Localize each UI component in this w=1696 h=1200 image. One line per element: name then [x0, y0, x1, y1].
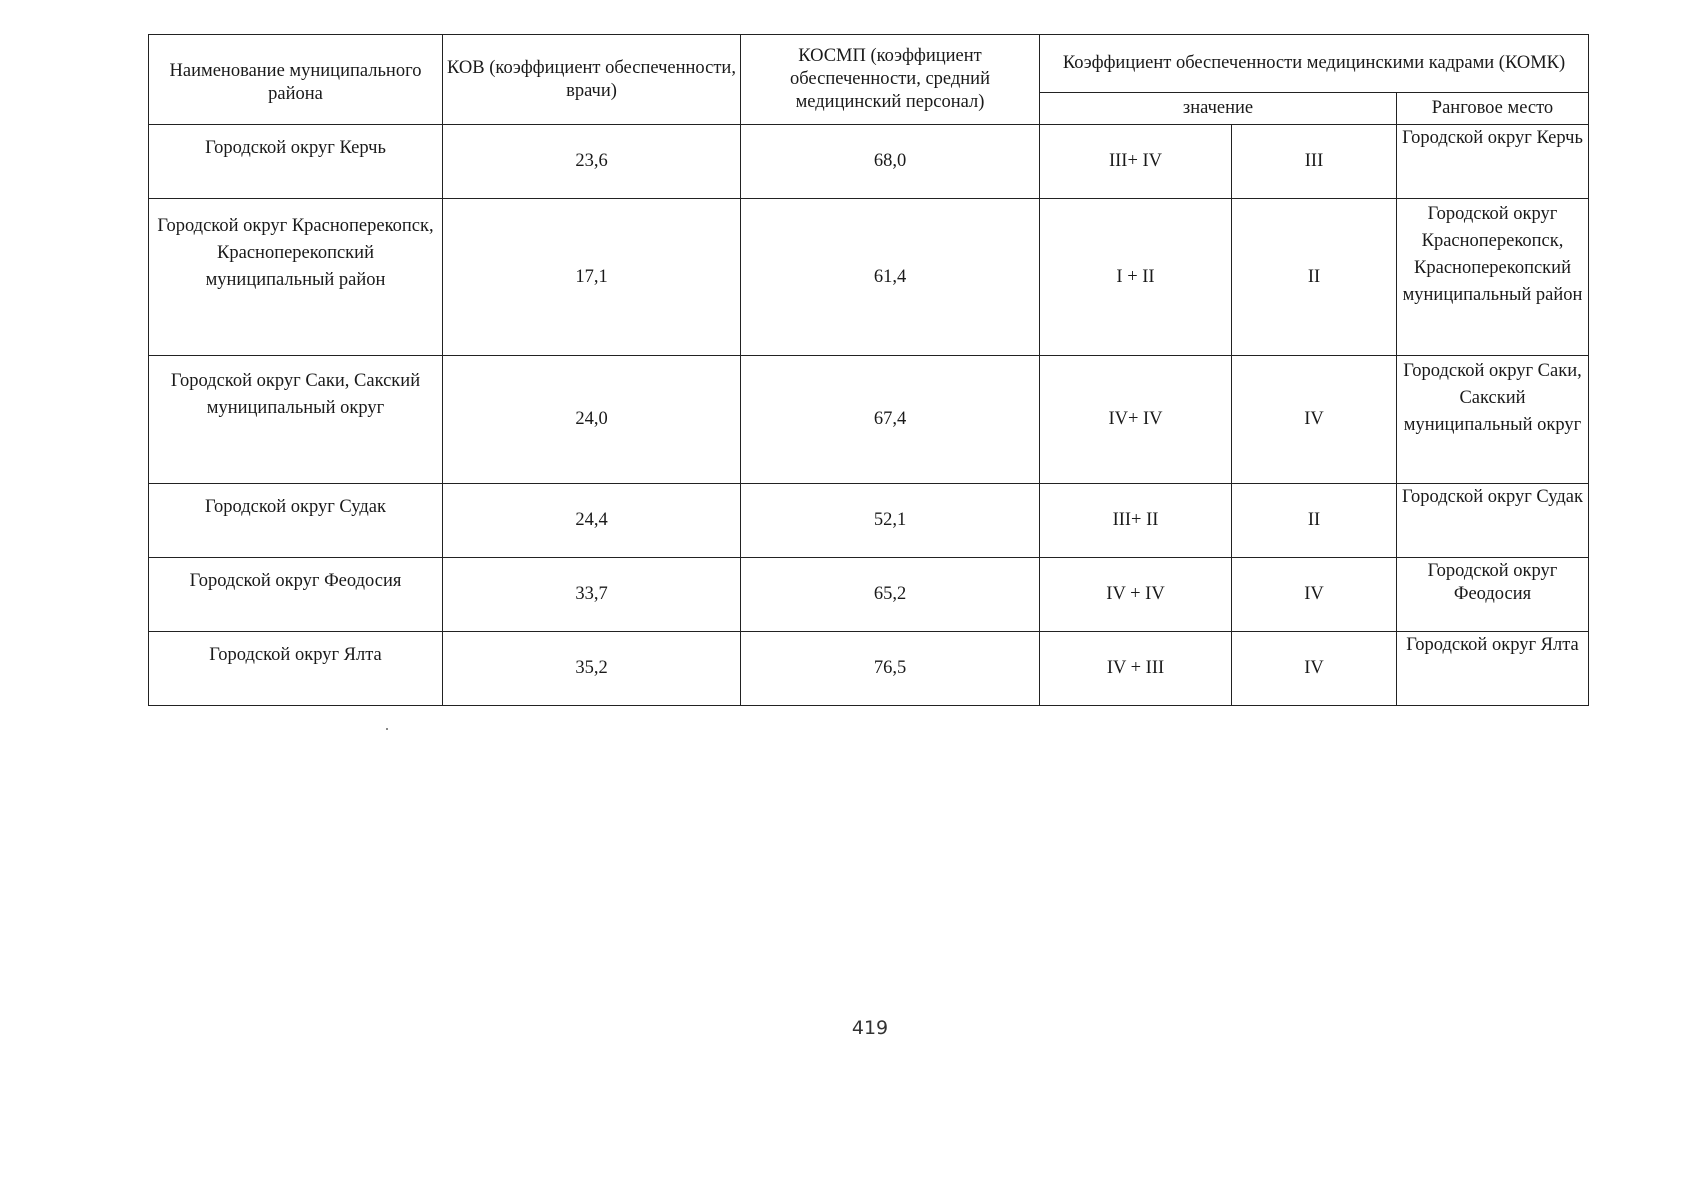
kov-value: 24,0	[443, 356, 741, 484]
komk-result: III	[1232, 125, 1397, 199]
kov-value: 24,4	[443, 484, 741, 558]
komk-combo: III+ IV	[1040, 125, 1232, 199]
kosmp-value: 76,5	[741, 632, 1040, 706]
kosmp-value: 52,1	[741, 484, 1040, 558]
komk-combo: IV + IV	[1040, 558, 1232, 632]
kosmp-value: 61,4	[741, 199, 1040, 356]
kosmp-value: 67,4	[741, 356, 1040, 484]
komk-result: II	[1232, 199, 1397, 356]
municipality-name: Городской округ Саки, Сакский муниципальный округ	[149, 356, 443, 484]
header-komk: Коэффициент обеспеченности медицинскими кадрами (КОМК)	[1040, 35, 1589, 93]
header-kov: КОВ (коэффициент обеспеченности, врачи)	[443, 35, 741, 125]
komk-combo: III+ II	[1040, 484, 1232, 558]
komk-combo: I + II	[1040, 199, 1232, 356]
municipality-name: Городской округ Феодосия	[149, 558, 443, 632]
header-kosmp: КОСМП (коэффициент обеспеченности, средний медицинский персонал)	[741, 35, 1040, 125]
scan-speck	[386, 728, 388, 730]
komk-result: II	[1232, 484, 1397, 558]
table-row	[149, 632, 1589, 706]
table-row	[149, 484, 1589, 558]
municipality-name: Городской округ Ялта	[149, 632, 443, 706]
table-row	[149, 125, 1589, 199]
municipality-name: Городской округ Судак	[149, 484, 443, 558]
komk-combo: IV + III	[1040, 632, 1232, 706]
header-rank: Ранговое место	[1397, 93, 1589, 125]
komk-result: IV	[1232, 558, 1397, 632]
municipality-name: Городской округ Красноперекопск, Красноперекопский муниципальный район	[149, 199, 443, 356]
rank-place: Городской округ Феодосия	[1397, 558, 1589, 632]
kov-value: 17,1	[443, 199, 741, 356]
komk-result: IV	[1232, 356, 1397, 484]
kov-value: 23,6	[443, 125, 741, 199]
kov-value: 35,2	[443, 632, 741, 706]
header-name: Наименование муниципального района	[149, 35, 443, 125]
komk-combo: IV+ IV	[1040, 356, 1232, 484]
table-row	[149, 558, 1589, 632]
rank-place: Городской округ Керчь	[1397, 125, 1589, 199]
kov-value: 33,7	[443, 558, 741, 632]
rank-place: Городской округ Судак	[1397, 484, 1589, 558]
kosmp-value: 65,2	[741, 558, 1040, 632]
rank-place: Городской округ Саки, Сакский муниципальный округ	[1397, 356, 1589, 484]
komk-result: IV	[1232, 632, 1397, 706]
table-row	[149, 199, 1589, 356]
staffing-coefficients-table	[148, 34, 1589, 706]
header-value: значение	[1040, 93, 1397, 125]
municipality-name: Городской округ Керчь	[149, 125, 443, 199]
kosmp-value: 68,0	[741, 125, 1040, 199]
page-number: 419	[851, 1017, 889, 1039]
rank-place: Городской округ Красноперекопск, Красноперекопский муниципальный район	[1397, 199, 1589, 356]
table-row	[149, 356, 1589, 484]
rank-place: Городской округ Ялта	[1397, 632, 1589, 706]
header-row-1	[149, 35, 1589, 93]
